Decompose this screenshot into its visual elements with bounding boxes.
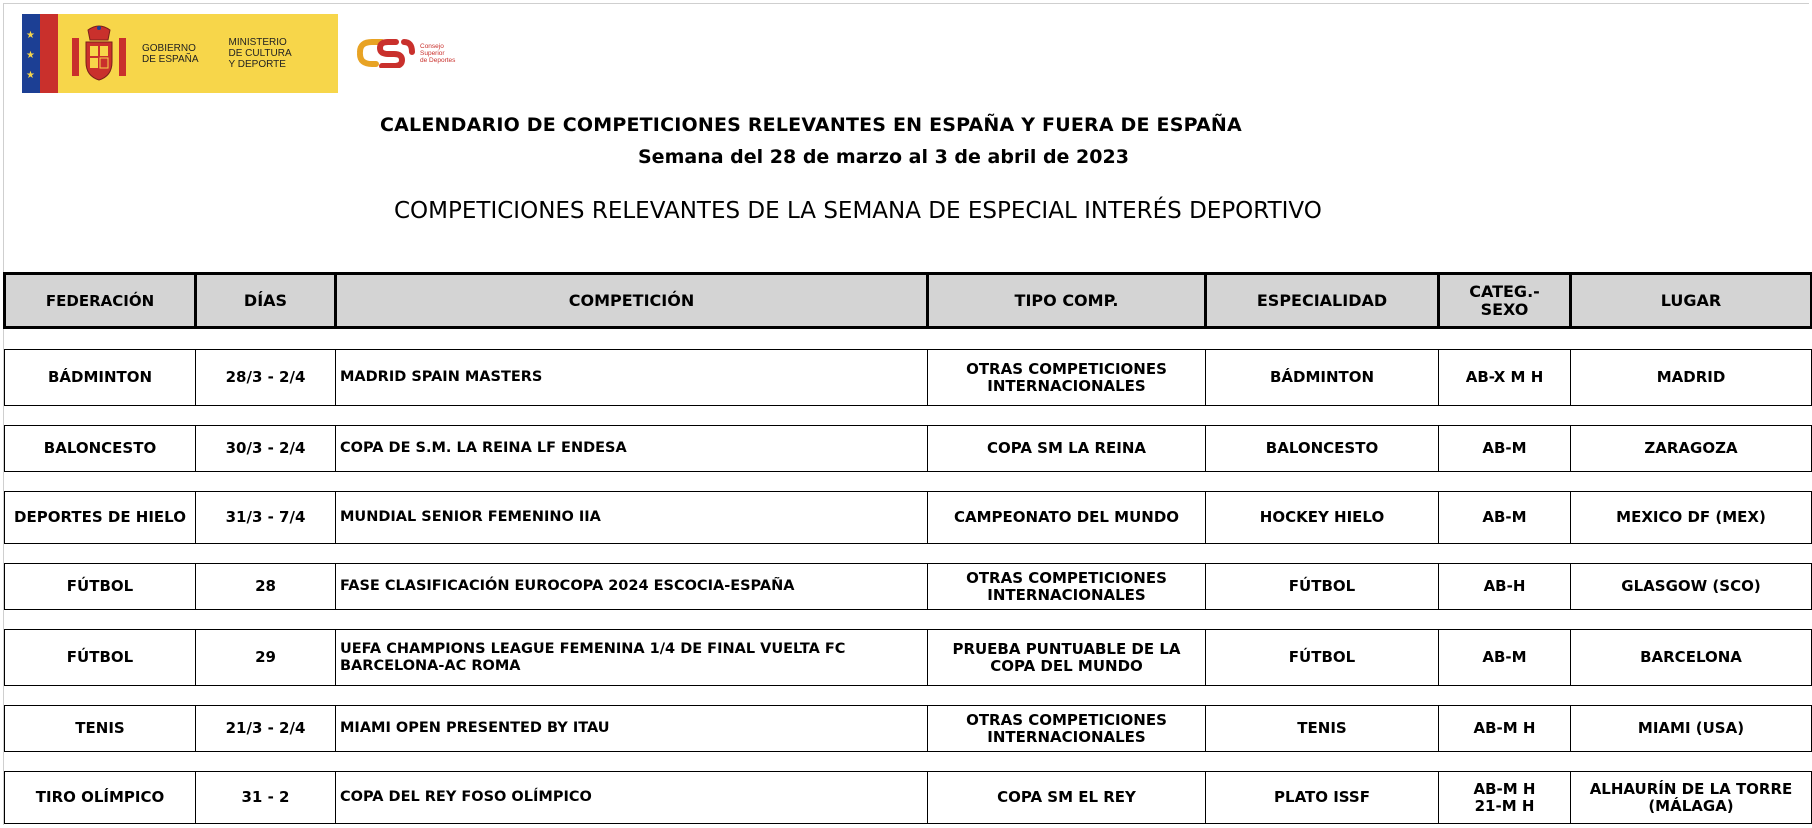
cell-lugar: MEXICO DF (MEX) xyxy=(1571,492,1812,544)
col-header-competicion: COMPETICIÓN xyxy=(336,274,928,328)
table-row xyxy=(5,492,1812,544)
cell-dias: 28/3 - 2/4 xyxy=(196,350,336,406)
table-header-row xyxy=(5,274,1812,328)
cell-dias: 21/3 - 2/4 xyxy=(196,706,336,752)
ministerio-text: MINISTERIO DE CULTURA Y DEPORTE xyxy=(228,37,292,70)
competitions-table xyxy=(3,272,1812,824)
cell-dias: 29 xyxy=(196,630,336,686)
cell-tipo: COPA SM LA REINA xyxy=(928,426,1206,472)
table-row xyxy=(5,426,1812,472)
cell-especialidad: FÚTBOL xyxy=(1206,630,1439,686)
cell-competicion: FASE CLASIFICACIÓN EUROCOPA 2024 ESCOCIA-ESPAÑA xyxy=(336,564,928,610)
cell-federacion: BÁDMINTON xyxy=(5,350,196,406)
cell-categ-sexo: AB-M xyxy=(1439,630,1571,686)
gobierno-logo xyxy=(22,14,338,93)
cell-dias: 30/3 - 2/4 xyxy=(196,426,336,472)
cell-categ-sexo: AB-X M H xyxy=(1439,350,1571,406)
cell-tipo: CAMPEONATO DEL MUNDO xyxy=(928,492,1206,544)
cell-federacion: TENIS xyxy=(5,706,196,752)
cell-tipo: OTRAS COMPETICIONES INTERNACIONALES xyxy=(928,350,1206,406)
cell-especialidad: PLATO ISSF xyxy=(1206,772,1439,824)
csd-text: Consejo Superior de Deportes xyxy=(420,42,456,64)
col-header-federacion: FEDERACIÓN xyxy=(5,274,196,328)
cell-lugar: ZARAGOZA xyxy=(1571,426,1812,472)
col-header-tipo: TIPO COMP. xyxy=(928,274,1206,328)
cell-competicion: COPA DEL REY FOSO OLÍMPICO xyxy=(336,772,928,824)
cell-especialidad: BÁDMINTON xyxy=(1206,350,1439,406)
flag-icon: ★ ★ ★ xyxy=(22,14,58,93)
cell-competicion: UEFA CHAMPIONS LEAGUE FEMENINA 1/4 DE FINAL VUELTA FC BARCELONA-AC ROMA xyxy=(336,630,928,686)
cell-tipo: PRUEBA PUNTUABLE DE LA COPA DEL MUNDO xyxy=(928,630,1206,686)
cell-especialidad: HOCKEY HIELO xyxy=(1206,492,1439,544)
table-row xyxy=(5,706,1812,752)
cell-especialidad: FÚTBOL xyxy=(1206,564,1439,610)
table-row xyxy=(5,772,1812,824)
cell-categ-sexo: AB-M xyxy=(1439,492,1571,544)
table-row xyxy=(5,564,1812,610)
cell-dias: 31/3 - 7/4 xyxy=(196,492,336,544)
cell-tipo: OTRAS COMPETICIONES INTERNACIONALES xyxy=(928,564,1206,610)
cell-federacion: FÚTBOL xyxy=(5,630,196,686)
col-header-categ-sexo: CATEG.- SEXO xyxy=(1439,274,1571,328)
cell-categ-sexo: AB-M xyxy=(1439,426,1571,472)
cell-lugar: GLASGOW (SCO) xyxy=(1571,564,1812,610)
cell-federacion: FÚTBOL xyxy=(5,564,196,610)
cell-dias: 31 - 2 xyxy=(196,772,336,824)
col-header-especialidad: ESPECIALIDAD xyxy=(1206,274,1439,328)
cell-competicion: MADRID SPAIN MASTERS xyxy=(336,350,928,406)
gobierno-text: GOBIERNO DE ESPAÑA xyxy=(142,42,199,65)
cell-competicion: MUNDIAL SENIOR FEMENINO IIA xyxy=(336,492,928,544)
cell-tipo: COPA SM EL REY xyxy=(928,772,1206,824)
col-header-lugar: LUGAR xyxy=(1571,274,1812,328)
csd-logo xyxy=(356,38,455,68)
cell-federacion: BALONCESTO xyxy=(5,426,196,472)
cell-tipo: OTRAS COMPETICIONES INTERNACIONALES xyxy=(928,706,1206,752)
table-row xyxy=(5,350,1812,406)
table-row xyxy=(5,630,1812,686)
cell-competicion: MIAMI OPEN PRESENTED BY ITAU xyxy=(336,706,928,752)
cell-especialidad: TENIS xyxy=(1206,706,1439,752)
cell-categ-sexo: AB-M H xyxy=(1439,706,1571,752)
cell-especialidad: BALONCESTO xyxy=(1206,426,1439,472)
cell-categ-sexo: AB-M H 21-M H xyxy=(1439,772,1571,824)
cell-lugar: MADRID xyxy=(1571,350,1812,406)
cell-competicion: COPA DE S.M. LA REINA LF ENDESA xyxy=(336,426,928,472)
cell-categ-sexo: AB-H xyxy=(1439,564,1571,610)
cell-federacion: TIRO OLÍMPICO xyxy=(5,772,196,824)
col-header-dias: DÍAS xyxy=(196,274,336,328)
cell-lugar: ALHAURÍN DE LA TORRE (MÁLAGA) xyxy=(1571,772,1812,824)
coat-of-arms-icon xyxy=(70,24,128,84)
cell-lugar: BARCELONA xyxy=(1571,630,1812,686)
cell-lugar: MIAMI (USA) xyxy=(1571,706,1812,752)
cell-federacion: DEPORTES DE HIELO xyxy=(5,492,196,544)
cell-dias: 28 xyxy=(196,564,336,610)
csd-mark-icon xyxy=(356,38,416,68)
